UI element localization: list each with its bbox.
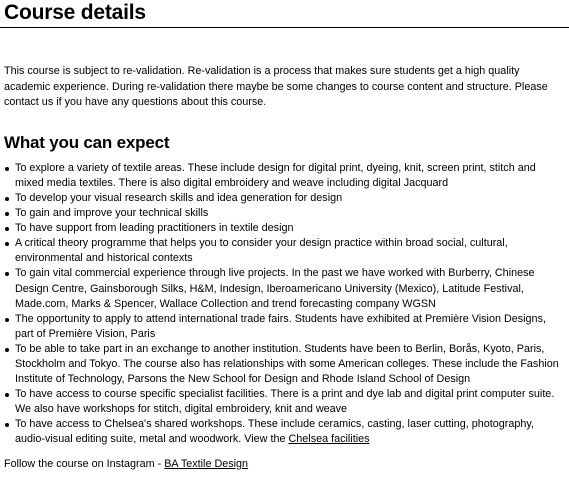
list-item-text: To have access to course specific specialist facilities. There is a print and dye lab and digital print computer suite. We also have workshops for stitch, digital embroidery, knit and weave xyxy=(15,388,555,416)
bullet-icon xyxy=(5,423,9,427)
list-item xyxy=(4,161,565,191)
bullet-icon xyxy=(5,227,9,231)
list-item-text: A critical theory programme that helps you to consider your design practice within broad social, cultural, environmental and historical contexts xyxy=(15,237,508,265)
bullet-icon xyxy=(5,393,9,397)
bullet-icon xyxy=(5,167,9,171)
list-item-text: To explore a variety of textile areas. These include design for digital print, dyeing, knit, screen print, stitch and mixed media textiles. There is also digital embroidery and weave including digital Jacquard xyxy=(15,161,536,189)
chelsea-facilities-link[interactable]: Chelsea facilities xyxy=(288,433,370,446)
page-title: Course details xyxy=(4,1,146,24)
bullet-icon xyxy=(5,318,9,322)
list-item xyxy=(4,342,565,387)
list-item xyxy=(4,312,565,342)
ba-textile-design-instagram-link[interactable]: BA Textile Design xyxy=(164,457,249,470)
list-item xyxy=(4,206,565,221)
list-item-text: To develop your visual research skills and idea generation for design xyxy=(15,191,343,204)
bullet-icon xyxy=(5,348,9,352)
bullet-icon xyxy=(5,197,9,201)
list-item-text: To have access to Chelsea's shared workshops. These include ceramics, casting, laser cutting, photography, audio-visual editing suite, metal and woodwork. View the xyxy=(15,418,534,446)
title-divider xyxy=(0,27,569,28)
expect-list xyxy=(4,161,565,448)
section-heading-what-you-can-expect: What you can expect xyxy=(4,132,170,152)
list-item-text: To gain vital commercial experience through live projects. In the past we have worked with Burberry, Chinese Design Centre, Gainsborough Silks, H&M, Indesign, Iberoamericano University (Mexico), Latitude Festival, Made.com, Marks & Spencer, Wallace Collection and trend forecasting company WGSN xyxy=(15,267,535,310)
bullet-icon xyxy=(5,272,9,276)
list-item xyxy=(4,191,565,206)
instagram-follow-line xyxy=(4,457,565,472)
list-item xyxy=(4,417,565,447)
list-item xyxy=(4,236,565,266)
list-item-text: The opportunity to apply to attend international trade fairs. Students have exhibited at Première Vision Designs, part of Première Vision, Paris xyxy=(15,312,546,340)
bullet-icon xyxy=(5,212,9,216)
list-item xyxy=(4,387,565,417)
revalidation-notice: This course is subject to re-validation. Re-validation is a process that makes sure students get a high quality academic experience. During re-validation there maybe be some changes to course content and structure. Please contact us if you have any questions about this course. xyxy=(4,65,548,109)
list-item xyxy=(4,266,565,311)
list-item-text: To be able to take part in an exchange to another institution. Students have been to Berlin, Borås, Kyoto, Paris, Stockholm and Tokyo. The course also has relationships with some American colleges. These include the Fashion Institute of Technology, Parsons the New School for Design and Rhode Island School of Design xyxy=(15,342,559,386)
list-item xyxy=(4,221,565,236)
follow-text: Follow the course on Instagram - xyxy=(4,457,165,470)
list-item-text: To gain and improve your technical skills xyxy=(15,207,209,220)
bullet-icon xyxy=(5,242,9,246)
list-item-text: To have support from leading practitioners in textile design xyxy=(15,222,294,235)
